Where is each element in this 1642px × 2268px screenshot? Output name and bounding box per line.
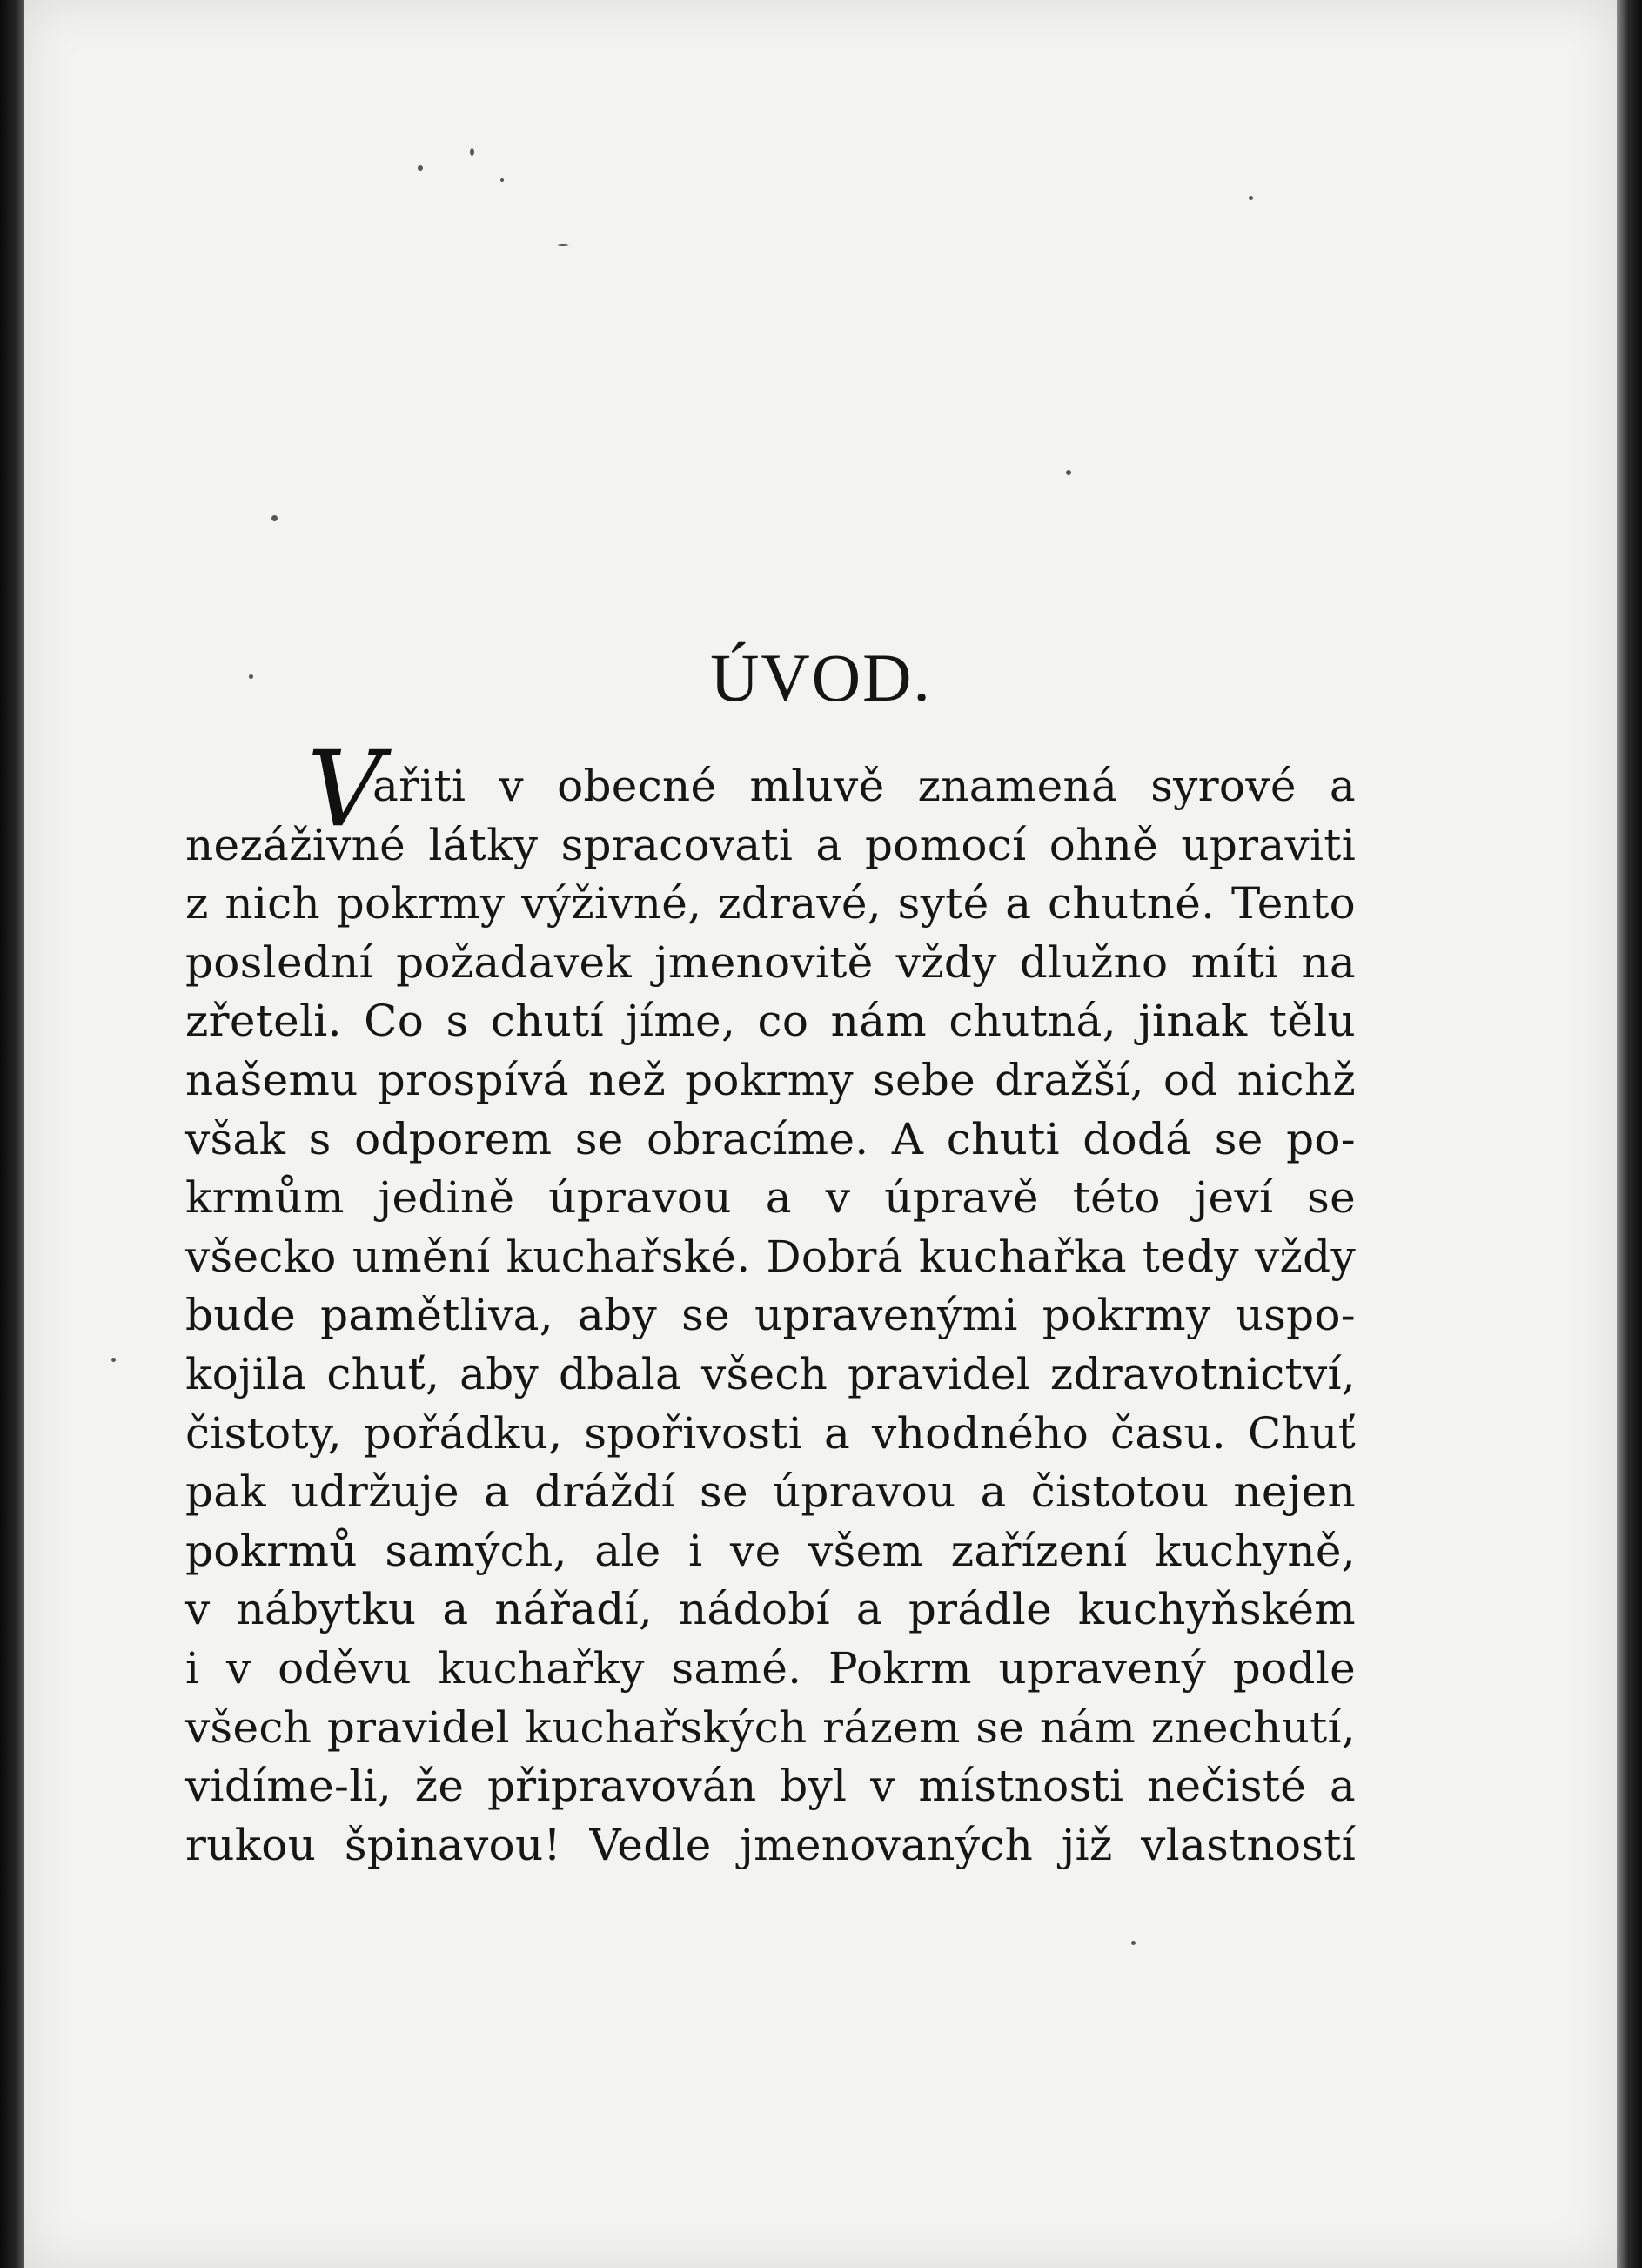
text-line: pak udržuje a dráždí se úpravou a čistotou nejen [185, 1466, 1356, 1518]
text-line: krmům jedině úpravou a v úpravě této jeví se [185, 1172, 1356, 1224]
scan-speck [1131, 1941, 1136, 1945]
text-line: všecko umění kuchařské. Dobrá kuchařka tedy vždy [185, 1231, 1356, 1282]
text-line: čistoty, pořádku, spořivosti a vhodného času. Chuť [185, 1407, 1356, 1459]
text-line: všech pravidel kuchařských rázem se nám znechutí, [185, 1701, 1356, 1753]
scan-speck [557, 244, 569, 246]
drop-cap: V [307, 729, 383, 850]
scan-speck [111, 1358, 116, 1362]
scan-speck [418, 165, 423, 171]
scan-speck [271, 515, 278, 521]
text-line: bude pamětliva, aby se upravenými pokrmy uspo- [185, 1290, 1356, 1341]
text-line-content: ařiti v obecné mluvě znamená syrové a [372, 761, 1356, 811]
text-line: rukou špinavou! Vedle jmenovaných již vlastností [185, 1819, 1356, 1870]
scan-left-edge [0, 0, 24, 2268]
text-line: v nábytku a nářadí, nádobí a prádle kuchyňském [185, 1584, 1356, 1635]
text-line: poslední požadavek jmenovitě vždy dlužno míti na [185, 936, 1356, 988]
text-line: kojila chuť, aby dbala všech pravidel zdravotnictví, [185, 1348, 1356, 1399]
text-line: však s odporem se obracíme. A chuti dodá se po- [185, 1113, 1356, 1164]
text-line: našemu prospívá než pokrmy sebe dražší, od nichž [185, 1054, 1356, 1105]
scan-speck [470, 148, 474, 156]
scan-speck [500, 178, 504, 182]
body-paragraph [185, 729, 1356, 1875]
scan-right-edge [1617, 0, 1642, 2268]
scan-speck [1249, 196, 1253, 200]
text-line: vidíme-li, že připravován byl v místnosti nečisté a [185, 1761, 1356, 1812]
text-line: pokrmů samých, ale i ve všem zařízení kuchyně, [185, 1525, 1356, 1576]
page-title: ÚVOD. [710, 640, 932, 715]
scan-speck [1066, 470, 1071, 475]
text-line: nezáživné látky spracovati a pomocí ohně upraviti [185, 819, 1356, 870]
text-line: i v oděvu kuchařky samé. Pokrm upravený podle [185, 1642, 1356, 1694]
text-line: zřeteli. Co s chutí jíme, co nám chutná, jinak tělu [185, 996, 1356, 1047]
text-line: z nich pokrmy výživné, zdravé, syté a chutné. Tento [185, 878, 1356, 929]
